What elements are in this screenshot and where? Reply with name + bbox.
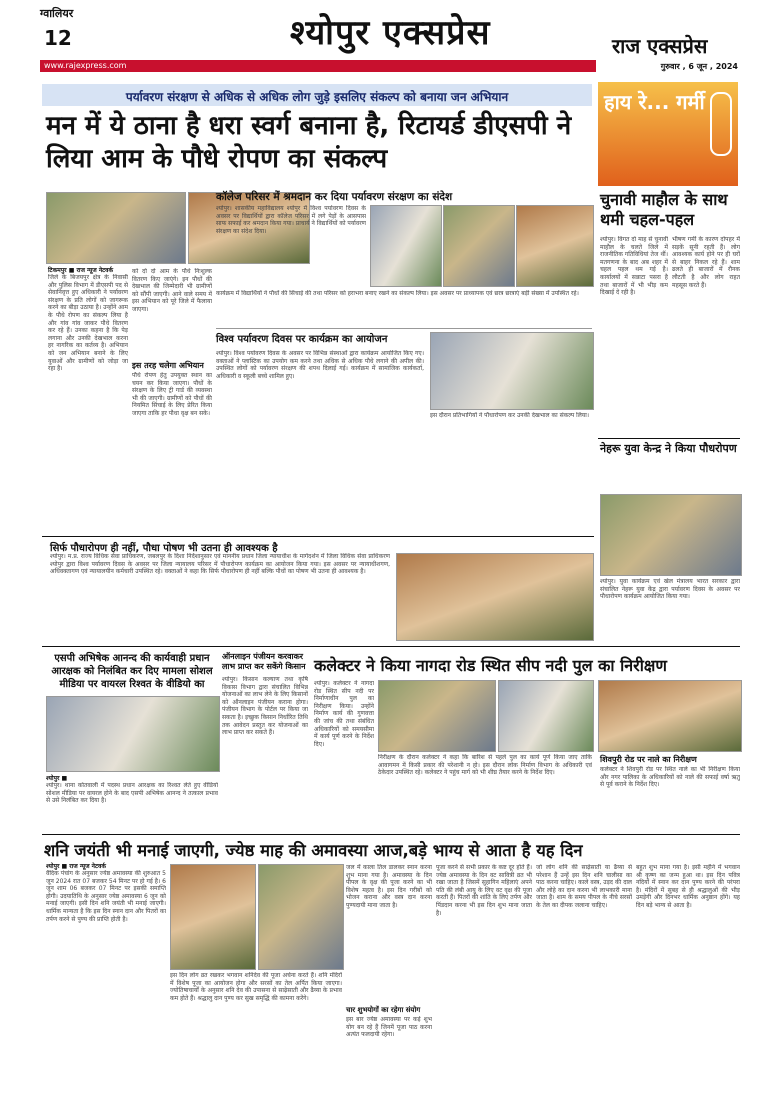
story5-headline: एसपी अभिषेक आनन्द की कार्यवाही प्रधान आरक्षक को निलंबित कर दिए मामला सोशल मीडिया पर वायरल रिश्वत के वीडियो का xyxy=(51,653,213,690)
story7-side-body: कलेक्टर ने शिवपुरी रोड पर स्थित नाले का भी निरीक्षण किया और नगर पालिका के अधिकारियों को नाले की सफाई वर्षा ऋतु से पूर्व कराने के निर्देश दिए। xyxy=(600,766,740,789)
story8-body-col2: इस दिन लोग व्रत रखकर भगवान शनिदेव की पूजा अर्चना करते हैं। शनि मंदिरों में विशेष पूजा का आयोजन होगा और सरसों का तेल अर्पित किया जाएगा। ज्योतिषाचार्यों के अनुसार शनि देव की उपासना से साढ़ेसाती और ढैय्या के प्रभाव कम होते हैं। श्रद्धालु दान पुण्य कर सुख समृद्धि की कामना करेंगे। xyxy=(170,972,342,1002)
story8-body-col1: वैदिक पंचांग के अनुसार ज्येष्ठ अमावस्या की शुरुआत 5 जून 2024 रात 07 बजकर 54 मिनट पर हो गई है। 6 जून शाम 06 बजकर 07 मिनट पर इसकी समाप्ति होगी। उदयातिथि के अनुसार ज्येष्ठ अमावस्या 6 जून को मनाई जाएगी। इसी दिन शनि जयंती भी मनाई जाएगी। धार्मिक मान्यता है कि इस दिन स्नान दान और पितरों का तर्पण करने से पुण्य की प्राप्ति होती है। xyxy=(46,870,166,923)
divider xyxy=(42,646,740,647)
story8-dateline: श्योपुर ■ राज न्यूज नेटवर्क xyxy=(46,863,106,870)
sidebar-headline-1: चुनावी माहौल के साथ थमी चहल-पहल xyxy=(600,190,728,229)
story6-headline: ऑनलाइन पंजीयन करवाकर लाभ प्राप्त कर सकेंगे किसान xyxy=(222,652,306,671)
story2-body-col2: कार्यक्रम में विद्यार्थियों ने पौधों की सिंचाई की तथा परिसर को हराभरा बनाए रखने का संकल्प लिया। इस अवसर पर प्राध्यापक एवं छात्र छात्राएं बड़ी संख्या में उपस्थित रहे। xyxy=(216,290,579,297)
sidebar-headline-2: नेहरू युवा केन्द्र ने किया पौधरोपण xyxy=(600,442,737,455)
story1-body-col1: जिले के बिजयपुर क्षेत्र के निवासी और पुलिस विभाग में डीएसपी पद से सेवानिवृत्त हुए अधिकारी ने पर्यावरण संरक्षण के प्रति लोगों को जागरूक करने का बीड़ा उठाया है। उन्होंने आम के पौधे रोपण का संकल्प लिया है और गांव गांव जाकर पौधे वितरण कर रहे हैं। उनका कहना है कि पेड़ लगाना और उनकी देखभाल करना हर नागरिक का कर्तव्य है। अभियान को जन अभियान बनाने के लिए युवाओं और ग्रामीणों को जोड़ा जा रहा है। xyxy=(48,274,128,373)
divider xyxy=(42,536,594,537)
photo-bridge-inspection-2 xyxy=(498,680,594,752)
thermometer-icon xyxy=(710,92,732,156)
sidebar-body-col1: श्योपुर। विगत दो माह से चुनावी माहौल के चलते जिले में राजनीतिक गतिविधियां तेज थीं। मतगणना के बाद अब शहर में चहल पहल थम गई है। कार्यालयों में सन्नाटा पसरा है तथा बाजारों में भी भीड़ कम दिखाई दे रही है। xyxy=(600,236,668,297)
photo-nehru-yuva xyxy=(600,494,742,576)
story1-subhead: इस तरह चलेगा अभियान xyxy=(132,361,204,370)
divider xyxy=(42,834,740,835)
story8-body-col7: बहुत शुभ माना गया है। इसी महीने में भगवान श्री कृष्ण का जन्म हुआ था। इस दिन पवित्र नदियों में स्नान कर दान पुण्य करने की परंपरा है। मंदिरों में सुबह से ही श्रद्धालुओं की भीड़ उमड़ेगी और दिनभर धार्मिक अनुष्ठान होंगे। यह दिन बड़े भाग्य से आता है। xyxy=(636,864,740,909)
story1-headline: मन में ये ठाना है धरा स्वर्ग बनाना है, रिटायर्ड डीएसपी ने लिया आम के पौधे रोपण का संकल्प xyxy=(46,111,572,174)
story2-body-col1: श्योपुर। शासकीय महाविद्यालय श्योपुर में विश्व पर्यावरण दिवस के अवसर पर विद्यार्थियों द्वारा कॉलेज परिसर में लगे पेड़ों के आसपास साफ सफाई कर श्रमदान किया गया। प्राचार्य ने विद्यार्थियों को पर्यावरण संरक्षण का संदेश दिया। xyxy=(216,205,366,235)
story8-body-col4: इस बार ज्येष्ठ अमावस्या पर कई शुभ योग बन रहे हैं जिनमें पूजा पाठ करना अत्यंत फलदायी रहेगा। xyxy=(346,1016,432,1039)
heat-banner xyxy=(598,82,738,186)
story1-dateline: टिकमपुर ■ राज न्यूज नेटवर्क xyxy=(48,267,114,274)
sidebar-body-2: श्योपुर। युवा कार्यक्रम एवं खेल मंत्रालय भारत सरकार द्वारा संचालित नेहरू युवा केंद्र द्वारा पर्यावरण दिवस के अवसर पर पौधारोपण कार्यक्रम आयोजित किया गया। xyxy=(600,578,740,601)
kicker-band xyxy=(42,84,592,106)
photo-shani-idol-1 xyxy=(170,864,256,970)
story3-headline: विश्व पर्यावरण दिवस पर कार्यक्रम का आयोजन xyxy=(216,334,388,345)
photo-drain-inspection xyxy=(598,680,742,752)
story4-body: श्योपुर। म.प्र. राज्य विधिक सेवा प्राधिकरण, जबलपुर के दिशा निर्देशानुसार एवं माननीय प्रधान जिला न्यायाधीश के मार्गदर्शन में जिला विधिक सेवा प्राधिकरण श्योपुर द्वारा विश्व पर्यावरण दिवस के अवसर पर जिला न्यायालय परिसर में पौधारोपण कार्यक्रम का आयोजन किया गया। इस अवसर पर न्यायाधीशगण, अधिवक्तागण एवं न्यायालयीन कर्मचारी उपस्थित रहे। वक्ताओं ने कहा कि सिर्फ पौधारोपण ही नहीं बल्कि पौधों का पोषण भी उतना ही आवश्यक है। xyxy=(50,553,390,576)
photo-court-plantation xyxy=(396,553,594,641)
story7-body-col1: श्योपुर। कलेक्टर ने नागदा रोड स्थित सीप नदी पर निर्माणाधीन पुल का निरीक्षण किया। उन्होंने निर्माण कार्य की गुणवत्ता की जांच की तथा संबंधित अधिकारियों को समयसीमा में कार्य पूर्ण करने के निर्देश दिए। xyxy=(314,680,374,748)
divider xyxy=(216,328,592,329)
story5-body: श्योपुर। थाना कोतवाली में पदस्थ प्रधान आरक्षक का रिश्वत लेते हुए वीडियो सोशल मीडिया पर वायरल होने के बाद एसपी अभिषेक आनन्द ने तत्काल प्रभाव से उसे निलंबित कर दिया है। xyxy=(46,782,218,805)
photo-shani-idol-2 xyxy=(258,864,344,970)
story1-body-col3: पौधे रोपण हेतु उपयुक्त स्थान का चयन कर किया जाएगा। पौधों के संरक्षण के लिए ट्री गार्ड की व्यवस्था भी की जाएगी। ग्रामीणों को पौधों की नियमित सिंचाई के लिए प्रेरित किया जाएगा ताकि हर पौधा वृक्ष बन सके। xyxy=(132,372,212,417)
section-title: श्योपुर एक्सप्रेस xyxy=(290,13,491,53)
story8-body-col6: जो लोग शनि की साढ़ेसाती या ढैय्या से परेशान हैं उन्हें इस दिन शनि चालीसा का पाठ करना चाहिए। काले वस्त्र, उड़द की दाल और लोहे का दान करना भी लाभकारी माना जाता है। शाम के समय पीपल के नीचे सरसों के तेल का दीपक जलाना चाहिए। xyxy=(536,864,632,909)
story3-body: श्योपुर। विश्व पर्यावरण दिवस के अवसर पर विभिन्न संस्थाओं द्वारा कार्यक्रम आयोजित किए गए। वक्ताओं ने प्लास्टिक का उपयोग कम करने तथा अधिक से अधिक पौधे लगाने की अपील की। उपस्थित लोगों को पर्यावरण संरक्षण की शपथ दिलाई गई। कार्यक्रम में सामाजिक कार्यकर्ता, अधिकारी व स्कूली बच्चे शामिल हुए। xyxy=(216,350,424,380)
story7-side-headline: शिवपुरी रोड पर नाले का निरीक्षण xyxy=(600,755,697,764)
story4-headline: सिर्फ पौधारोपण ही नहीं, पौधा पोषण भी उतना ही आवश्यक है xyxy=(50,543,278,554)
photo-college-3 xyxy=(516,205,594,287)
story1-kicker: पर्यावरण संरक्षण से अधिक से अधिक लोग जुड़े इसलिए संकल्प को बनाया जन अभियान xyxy=(125,90,509,104)
story5-dateline: श्योपुर ■ xyxy=(46,775,68,782)
story2-headline: कॉलेज परिसर में श्रमदान कर दिया पर्यावरण संरक्षण का संदेश xyxy=(216,191,453,203)
story6-body: श्योपुर। किसान कल्याण तथा कृषि विकास विभाग द्वारा संचालित विभिन्न योजनाओं का लाभ लेने के लिए किसानों को ऑनलाइन पंजीयन कराना होगा। पंजीयन विभाग के पोर्टल पर किया जा सकता है। इच्छुक किसान निर्धारित तिथि तक आवेदन प्रस्तुत कर योजनाओं का लाभ प्राप्त कर सकते हैं। xyxy=(222,676,308,737)
story7-headline: कलेक्टर ने किया नागदा रोड स्थित सीप नदी पुल का निरीक्षण xyxy=(314,656,667,675)
story1-body-col2: को दो दो आम के पौधे निःशुल्क वितरण किए जाएंगे। इन पौधों की देखभाल की जिम्मेदारी भी ग्रामीणों को सौंपी जाएगी। आने वाले समय में इस अभियान को पूरे जिले में फैलाया जाएगा। xyxy=(132,268,212,313)
photo-environment-day xyxy=(430,332,594,410)
photo-college-1 xyxy=(370,205,442,287)
heat-banner-text: हाय रे... गर्मी xyxy=(604,90,705,114)
story8-body-col5: पूजा करने से सभी प्रकार के कष्ट दूर होते हैं। ज्येष्ठ अमावस्या के दिन वट सावित्री व्रत भी रखा जाता है जिसमें सुहागिन महिलाएं अपने पति की लंबी आयु के लिए वट वृक्ष की पूजा करती हैं। पितरों की शांति के लिए तर्पण और पिंडदान करना भी इस दिन शुभ माना जाता है। xyxy=(436,864,532,917)
date-box xyxy=(596,60,740,72)
photo-plantation-group xyxy=(46,192,186,264)
website-url: www.rajexpress.com xyxy=(44,61,127,70)
story8-headline: शनि जयंती भी मनाई जाएगी, ज्येष्ठ माह की अमावस्या आज,बड़े भाग्य से आता है यह दिन xyxy=(44,841,583,860)
photo-college-2 xyxy=(443,205,515,287)
page-number: 12 xyxy=(44,26,72,50)
issue-date: गुरुवार , 6 जून , 2024 xyxy=(660,62,738,71)
story7-body-col2: निरीक्षण के दौरान कलेक्टर ने कहा कि बारिश से पहले पुल का कार्य पूर्ण किया जाए ताकि आवागमन में किसी प्रकार की परेशानी न हो। इस दौरान लोक निर्माण विभाग के अधिकारी एवं ठेकेदार उपस्थित रहे। कलेक्टर ने पहुंच मार्ग को भी शीघ्र तैयार करने के निर्देश दिए। xyxy=(378,754,592,777)
photo-sp-office xyxy=(46,696,220,772)
photo-bridge-inspection-1 xyxy=(378,680,496,752)
brand-name: राज एक्सप्रेस xyxy=(612,34,708,58)
story8-subhead: चार शुभयोगों का रहेगा संयोग xyxy=(346,1006,421,1014)
divider xyxy=(598,438,740,439)
edition-city: ग्वालियर xyxy=(40,7,74,20)
sidebar-body-col2: भीषण गर्मी के कारण दोपहर में सड़कें सूनी रहती हैं। लोग आवश्यक कार्य होने पर ही घरों से बाहर निकल रहे हैं। शाम ढलते ही बाजारों में रौनक लौटती है और लोग राहत महसूस करते हैं। xyxy=(672,236,740,289)
story3-body-2: इस दौरान प्रतिभागियों ने पौधारोपण कर उनकी देखभाल का संकल्प लिया। xyxy=(430,412,590,419)
story8-body-col3: जल में काला तिल डालकर स्नान करना शुभ माना गया है। अमावस्या के दिन पीपल के वृक्ष की पूजा करने का भी विशेष महत्व है। इस दिन गरीबों को भोजन कराना और वस्त्र दान करना पुण्यदायी माना जाता है। xyxy=(346,864,432,909)
